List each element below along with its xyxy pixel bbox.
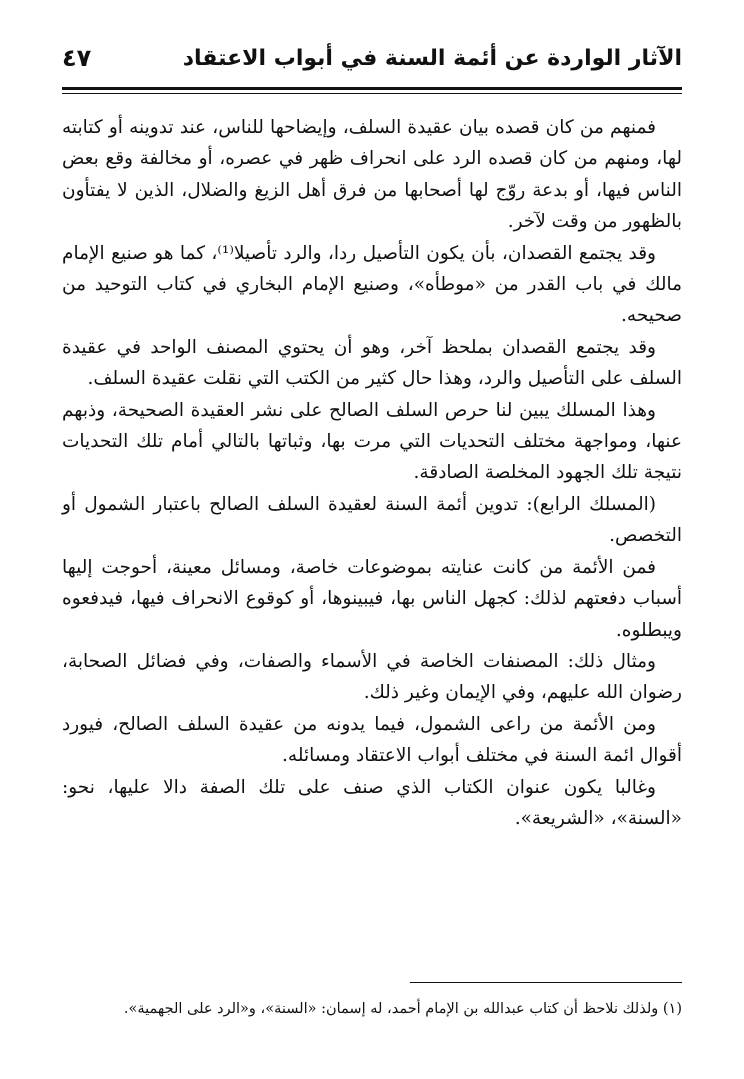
footnote-separator: [410, 982, 682, 983]
paragraph: وهذا المسلك يبين لنا حرص السلف الصالح على نشر العقيدة الصحيحة، وذبهم عنها، ومواجهة مختلف التحديات التي مرت بها، وثباتها بالتالي أمام تلك التحديات نتيجة تلك الجهود المخلصة الصادقة.: [62, 399, 682, 484]
paragraph: ومن الأئمة من راعى الشمول، فيما يدونه من عقيدة السلف الصالح، فيورد أقوال ائمة السنة في مختلف أبواب الاعتقاد ومسائله.: [62, 713, 682, 767]
paragraph: وقد يجتمع القصدان بملحظ آخر، وهو أن يحتوي المصنف الواحد في عقيدة السلف على التأصيل والرد، وهذا حال كثير من الكتب التي نقلت عقيدة السلف.: [62, 336, 682, 390]
header-rule-thick: [62, 87, 682, 90]
page-number: ٤٧: [62, 44, 92, 72]
paragraph: وقد يجتمع القصدان، بأن يكون التأصيل ردا، والرد تأصيلا⁽¹⁾، كما هو صنيع الإمام مالك في باب القدر من «موطأه»، وصنيع الإمام البخاري في كتاب التوحيد من صحيحه.: [62, 242, 682, 327]
paragraph: فمن الأئمة من كانت عنايته بموضوعات خاصة، ومسائل معينة، أحوجت إليها أسباب دفعتهم لذلك: كجهل الناس بها، فيبينوها، أو كوقوع الانحراف فيها، فيدفعوه ويبطلوه.: [62, 556, 682, 641]
paragraph: وغالبا يكون عنوان الكتاب الذي صنف على تلك الصفة دالا عليها، نحو: «السنة»، «الشريعة».: [62, 776, 682, 829]
footnote: [62, 996, 682, 1023]
paragraph: فمنهم من كان قصده بيان عقيدة السلف، وإيضاحها للناس، عند تدوينه أو كتابته لها، ومنهم من كان قصده الرد على انحراف ظهر في عصره، أو مخالفة وقع بعض الناس فيها، أو بدعة روّج لها أصحابها من فرق أهل الزيغ والضلال، الذين لا يفتأون بالظهور من وقت لآخر.: [62, 117, 682, 233]
section-heading-paragraph: (المسلك الرابع): تدوين أئمة السنة لعقيدة السلف الصالح باعتبار الشمول أو التخصص.: [62, 493, 682, 547]
paragraph: ومثال ذلك: المصنفات الخاصة في الأسماء والصفات، وفي فضائل الصحابة، رضوان الله عليهم، وفي الإيمان وغير ذلك.: [62, 650, 682, 704]
page-header: [62, 42, 682, 80]
running-title: الآثار الواردة عن أئمة السنة في أبواب الاعتقاد: [182, 46, 682, 71]
header-rule-thin: [62, 93, 682, 94]
footnote-text: (١) ولذلك نلاحظ أن كتاب عبدالله بن الإمام أحمد، له إسمان: «السنة»، و«الرد على الجهمية».: [123, 1001, 682, 1017]
main-text: [62, 112, 682, 960]
